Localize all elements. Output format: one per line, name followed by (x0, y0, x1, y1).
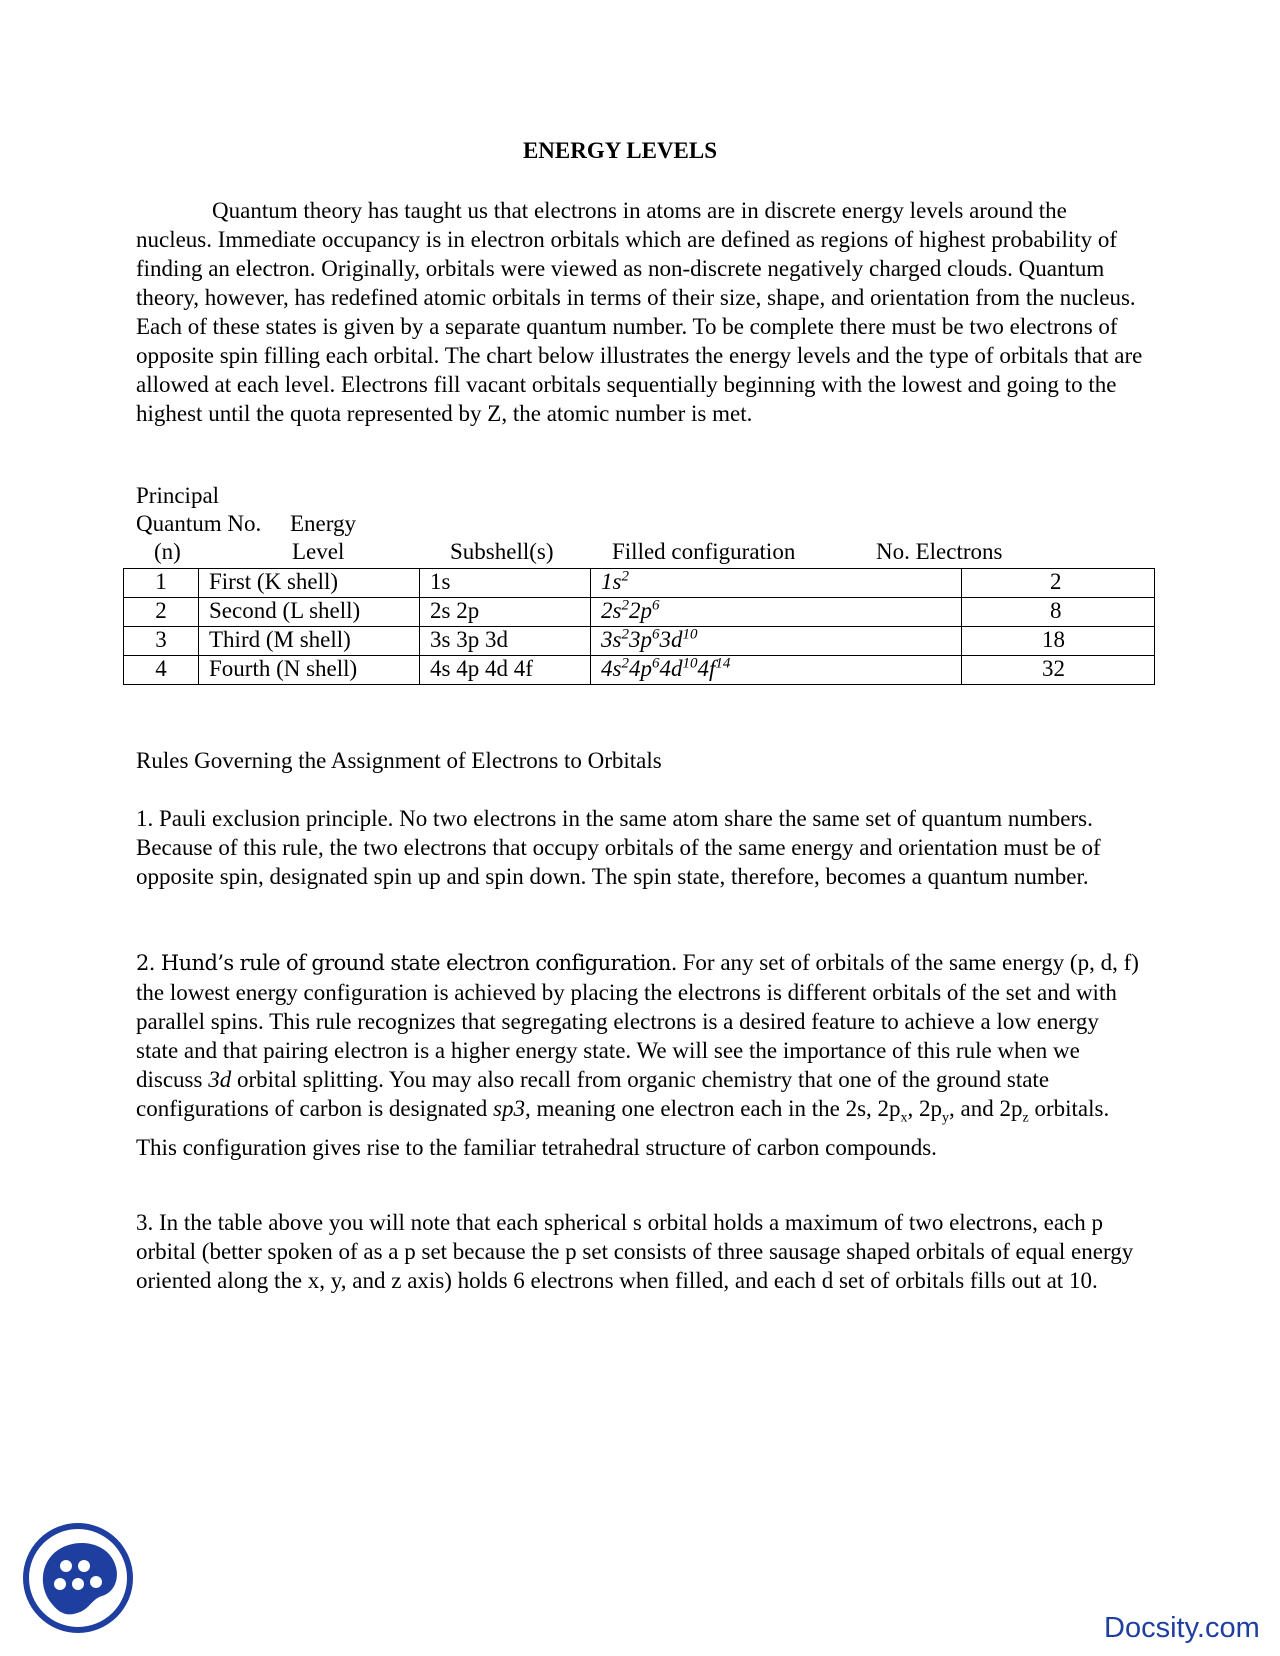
cell-no-electrons: 2 (962, 569, 1155, 598)
orbital-term: 2s (601, 598, 622, 623)
orbital-term: 4f (697, 656, 716, 681)
rule-hund-text-d: , 2p (907, 1096, 943, 1121)
rule-3-paragraph: 3. In the table above you will note that each spherical s orbital holds a maximum of two electrons, each p orbital (better spoken of as a p set because the p set consists of three sausage shaped orbitals of equal energy oriented along the x, y, and z axis) holds 6 electrons when filled, and each d set of orbitals fills out at 10. (136, 1210, 1134, 1293)
cell-energy-level: Fourth (N shell) (199, 656, 420, 685)
header-level: Level (292, 539, 345, 564)
cell-no-electrons: 8 (962, 598, 1155, 627)
page-title: ENERGY LEVELS (522, 138, 718, 163)
cell-filled-configuration (591, 627, 962, 656)
intro-paragraph: Quantum theory has taught us that electrons in atoms are in discrete energy levels around the nucleus. Immediate occupancy is in electron orbitals which are defined as regions of highest probability of finding an electron. Originally, orbitals were viewed as non-discrete negatively charged clouds. Quantum theory, however, has redefined atomic orbitals in terms of their size, shape, and orientation from the nucleus. Each of these states is given by a separate quantum number. To be complete there must be two electrons of opposite spin filling each orbital. The chart below illustrates the energy levels and the type of orbitals that are allowed at each level. Electrons fill vacant orbitals sequentially beginning with the lowest and going to the highest until the quota represented by Z, the atomic number is met. (136, 198, 1143, 426)
orbital-exponent: 2 (621, 626, 629, 643)
rule-hund-text-c: meaning one electron each in the 2s, 2p (530, 1096, 901, 1121)
cell-energy-level: Third (M shell) (199, 627, 420, 656)
subscript-x: x (900, 1110, 908, 1126)
subscript-y: y (942, 1110, 950, 1126)
rule-hund-sp3: sp3, (493, 1096, 531, 1121)
table-row (124, 656, 1155, 685)
rule-hund-text-f: orbitals. This configuration gives rise to the familiar tetrahedral structure of carbon compounds. (136, 1096, 1110, 1160)
cell-n: 3 (124, 627, 199, 656)
orbital-exponent: 6 (651, 626, 660, 643)
orbital-term: 4p (628, 656, 652, 681)
orbital-term: 3s (601, 627, 622, 652)
cell-subshells: 3s 3p 3d (420, 627, 591, 656)
cell-n: 2 (124, 598, 199, 627)
table-row (124, 569, 1155, 598)
rule-hund-text-a: For any set of orbitals of the same energy (p, d, f) the lowest energy configuration is achieved by placing the electrons is different orbitals of the set and with parallel spins. This rule recognizes that segregating electrons is a desired feature to achieve a low energy state and that pairing electron is a higher energy state. We will see the importance of this rule when we discuss (136, 950, 1139, 1092)
header-energy: Energy (290, 511, 357, 536)
rule-hund-text-b: orbital splitting. You may also recall from organic chemistry that one of the ground state configurations of carbon is designated (136, 1067, 1050, 1121)
orbital-term: 3p (628, 627, 652, 652)
table-row (124, 627, 1155, 656)
header-quantum-no: Quantum No. (136, 511, 262, 536)
docsity-brand-link[interactable]: Docsity.com (1104, 1612, 1260, 1644)
cell-subshells: 4s 4p 4d 4f (420, 656, 591, 685)
rule-hund-paragraph (136, 948, 1146, 1162)
orbital-term: 4d (659, 656, 683, 681)
orbital-term: 1s (601, 569, 622, 594)
header-n: (n) (154, 539, 181, 564)
cell-no-electrons: 32 (962, 656, 1155, 685)
orbital-exponent: 10 (682, 655, 698, 672)
rule-hund-lead: 2. Hund’s rule of ground state electron configuration. (136, 951, 677, 975)
docsity-logo-icon (22, 1522, 134, 1634)
subscript-z: z (1022, 1110, 1029, 1126)
table-row (124, 598, 1155, 627)
orbital-exponent: 2 (621, 597, 629, 614)
orbital-term: 2p (628, 598, 652, 623)
cell-filled-configuration (591, 598, 962, 627)
cell-filled-configuration (591, 569, 962, 598)
cell-subshells: 1s (420, 569, 591, 598)
header-filled-configuration: Filled configuration (612, 539, 796, 564)
cell-energy-level: Second (L shell) (199, 598, 420, 627)
orbital-term: 4s (601, 656, 622, 681)
rule-hund-text-e: , and 2p (949, 1096, 1023, 1121)
cell-n: 4 (124, 656, 199, 685)
cell-no-electrons: 18 (962, 627, 1155, 656)
cell-energy-level: First (K shell) (199, 569, 420, 598)
orbital-exponent: 10 (682, 626, 698, 643)
rule-hund-3d: 3d (208, 1067, 232, 1092)
rule-pauli-paragraph: 1. Pauli exclusion principle. No two electrons in the same atom share the same set of quantum numbers. Because of this rule, the two electrons that occupy orbitals of the same energy and orientation must be of opposite spin, designated spin up and spin down. The spin state, therefore, becomes a quantum number. (136, 806, 1101, 889)
cell-filled-configuration (591, 656, 962, 685)
cell-n: 1 (124, 569, 199, 598)
header-subshells: Subshell(s) (450, 539, 554, 564)
orbital-exponent: 2 (621, 655, 629, 672)
header-principal: Principal (136, 483, 220, 508)
header-no-electrons: No. Electrons (876, 539, 1003, 564)
orbital-exponent: 6 (651, 597, 660, 614)
rules-heading: Rules Governing the Assignment of Electrons to Orbitals (136, 748, 662, 773)
orbital-exponent: 6 (651, 655, 660, 672)
orbital-term: 3d (659, 627, 683, 652)
energy-levels-table-body (124, 569, 1155, 685)
energy-levels-table (123, 568, 1155, 685)
orbital-exponent: 2 (621, 568, 629, 585)
orbital-exponent: 14 (715, 655, 731, 672)
cell-subshells: 2s 2p (420, 598, 591, 627)
